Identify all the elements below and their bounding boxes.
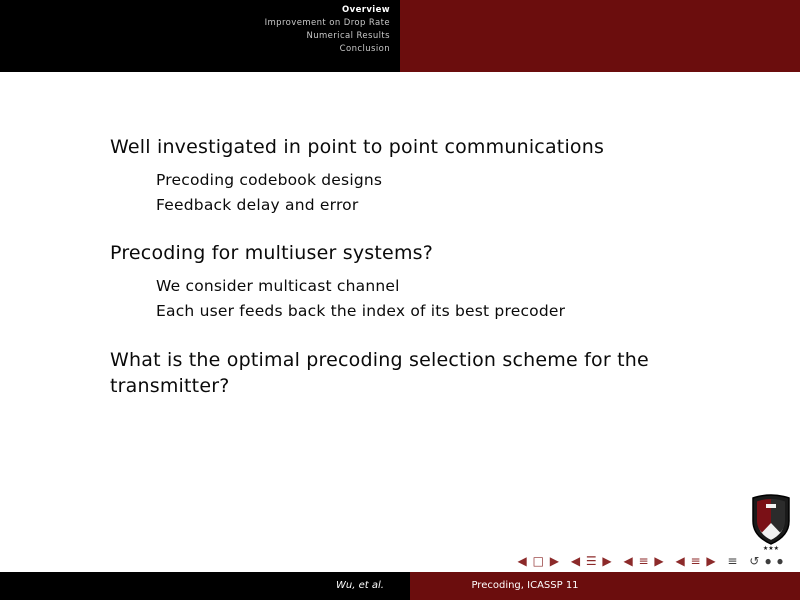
svg-text:★★★: ★★★	[762, 545, 780, 551]
navsym-presentation-group[interactable]: ≡	[727, 554, 739, 568]
slide-footer	[0, 572, 800, 600]
header-right-background	[400, 0, 800, 72]
navsym-frame-group[interactable]: ◀ ☰ ▶	[570, 554, 613, 568]
section-navigation	[0, 4, 390, 56]
slide-content	[0, 72, 800, 572]
bullet-level1-1: Well investigated in point to point communications	[110, 136, 605, 158]
navsym-section-group[interactable]: ◀ ≡ ▶	[675, 554, 717, 568]
bullet-level1-2: Precoding for multiuser systems?	[110, 242, 434, 264]
navsym-back-find-group[interactable]: ↺ ⦁ ⦁	[749, 554, 784, 568]
footer-title: Precoding, ICASSP 11	[471, 580, 579, 591]
footer-left-background	[0, 572, 310, 600]
footer-title-area	[410, 572, 800, 600]
bullet-level2-2: Feedback delay and error	[156, 196, 359, 214]
slide-header	[0, 0, 800, 72]
bullet-level2-3: We consider multicast channel	[156, 277, 400, 295]
nav-item-overview[interactable]: Overview	[342, 5, 390, 15]
beamer-navigation-symbols[interactable]	[470, 553, 790, 569]
navsym-slide-group[interactable]: ◀ □ ▶	[517, 554, 560, 568]
bullet-level2-4: Each user feeds back the index of its best precoder	[156, 302, 566, 320]
university-shield-crest-icon	[747, 493, 795, 551]
bullet-level1-3: What is the optimal precoding selection scheme for the transmitter?	[110, 349, 649, 397]
nav-item-improvement-on-drop-rate[interactable]: Improvement on Drop Rate	[264, 18, 390, 28]
bullet-level2-1: Precoding codebook designs	[156, 171, 383, 189]
nav-item-conclusion[interactable]: Conclusion	[339, 44, 390, 54]
nav-item-numerical-results[interactable]: Numerical Results	[306, 31, 390, 41]
footer-author: Wu, et al.	[310, 572, 410, 600]
navsym-subsection-group[interactable]: ◀ ≡ ▶	[623, 554, 665, 568]
